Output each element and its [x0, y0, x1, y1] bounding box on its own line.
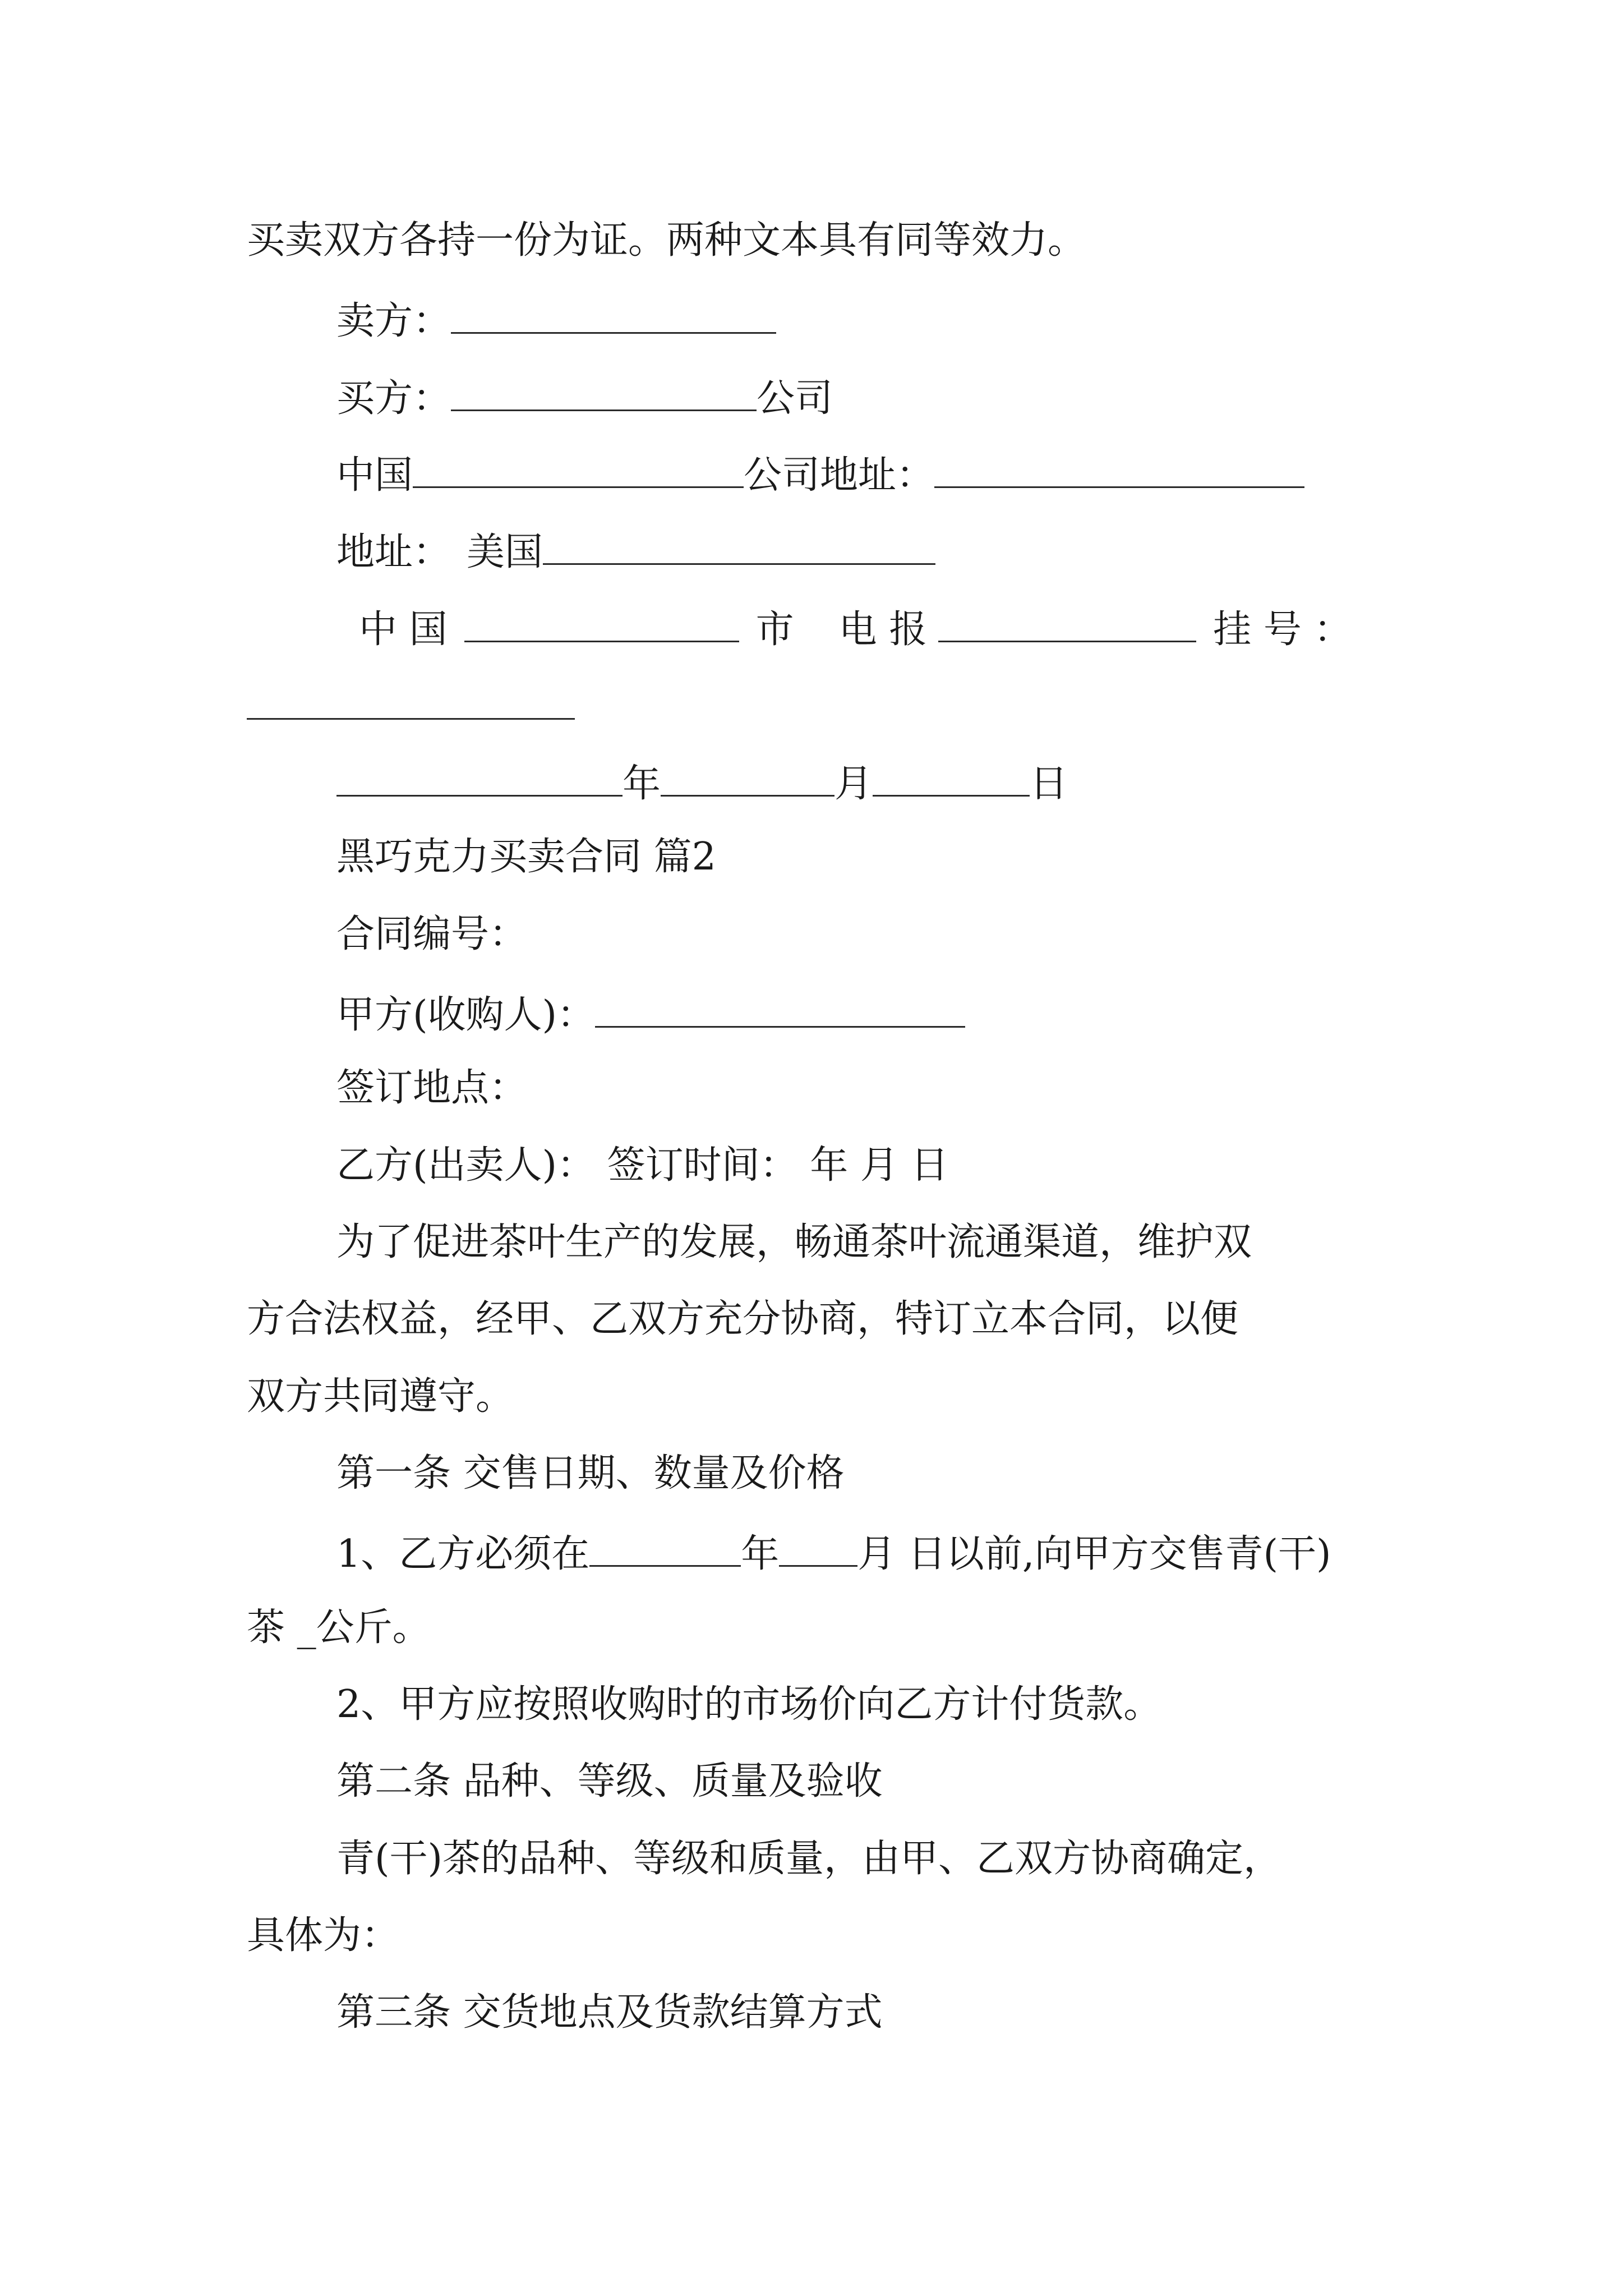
day-label: 日	[1030, 762, 1068, 806]
china-address-line	[336, 453, 1304, 498]
party-a-line	[336, 992, 965, 1037]
clause-1-part-a: 1、乙方必须在	[336, 1532, 590, 1576]
contract-number: 合同编号：	[336, 912, 528, 956]
year-label: 年	[623, 762, 661, 806]
party-b-line: 乙方(出卖人)： 签订时间： 年 月 日	[336, 1143, 949, 1188]
text-line: 具体为：	[247, 1913, 400, 1958]
telegraph-blank	[938, 607, 1196, 642]
seller-blank	[451, 298, 776, 334]
registration-label: 挂 号 ：	[1213, 608, 1352, 652]
company-address-label: 公司地址：	[744, 453, 935, 498]
month-blank	[661, 761, 834, 797]
text-line: 2、甲方应按照收购时的市场价向乙方计付货款。	[336, 1682, 1162, 1727]
text-line: 方合法权益，经甲、乙双方充分协商，特订立本合同，以便	[247, 1297, 1239, 1341]
day-blank	[873, 761, 1030, 797]
city-blank	[464, 607, 739, 642]
buyer-blank	[451, 376, 757, 411]
seller-label: 卖方：	[336, 299, 451, 343]
address-label: 地址：	[336, 530, 451, 574]
usa-label: 美国	[467, 530, 543, 574]
text-line: 为了促进茶叶生产的发展，畅通茶叶流通渠道，维护双	[336, 1220, 1252, 1264]
date-line	[336, 761, 1068, 806]
year-blank	[336, 761, 623, 797]
clause-1-part-c: 月 日以前,向甲方交售青(干)	[857, 1532, 1331, 1576]
seller-line	[336, 298, 776, 341]
buyer-label: 买方：	[336, 376, 451, 421]
section-title: 黑巧克力买卖合同 篇2	[336, 835, 716, 879]
usa-blank	[543, 530, 935, 565]
address-line	[336, 530, 935, 572]
china-label: 中国	[336, 453, 413, 498]
article-2-heading: 第二条 品种、等级、质量及验收	[336, 1759, 883, 1803]
party-a-label: 甲方(收购人)：	[336, 993, 596, 1037]
month-label: 月	[834, 762, 873, 806]
article-3-heading: 第三条 交货地点及货款结算方式	[336, 1990, 883, 2035]
china-blank	[413, 453, 744, 488]
clause-month-blank	[779, 1531, 857, 1567]
telegraph-label: 电 报	[838, 608, 928, 652]
registration-blank-line	[247, 684, 575, 726]
text-line: 买卖双方各持一份为证。两种文本具有同等效力。	[247, 218, 1086, 263]
clause-year-blank	[589, 1531, 741, 1567]
city-label: 市	[755, 608, 794, 652]
party-a-blank	[595, 992, 965, 1028]
buyer-line	[336, 376, 833, 421]
telegraph-line	[359, 607, 1352, 652]
clause-year-label: 年	[741, 1532, 780, 1576]
text-line: 茶 _公斤。	[247, 1605, 431, 1650]
text-line: 双方共同遵守。	[247, 1374, 514, 1419]
company-address-blank	[934, 453, 1304, 488]
china-label-2: 中 国	[359, 608, 448, 652]
buyer-company-suffix: 公司	[757, 376, 833, 421]
text-line: 青(干)茶的品种、等级和质量，由甲、乙双方协商确定，	[336, 1837, 1282, 1881]
article-1-heading: 第一条 交售日期、数量及价格	[336, 1451, 845, 1496]
clause-1-line	[336, 1531, 1331, 1576]
signing-place: 签订地点：	[336, 1066, 528, 1110]
registration-blank	[247, 684, 575, 720]
